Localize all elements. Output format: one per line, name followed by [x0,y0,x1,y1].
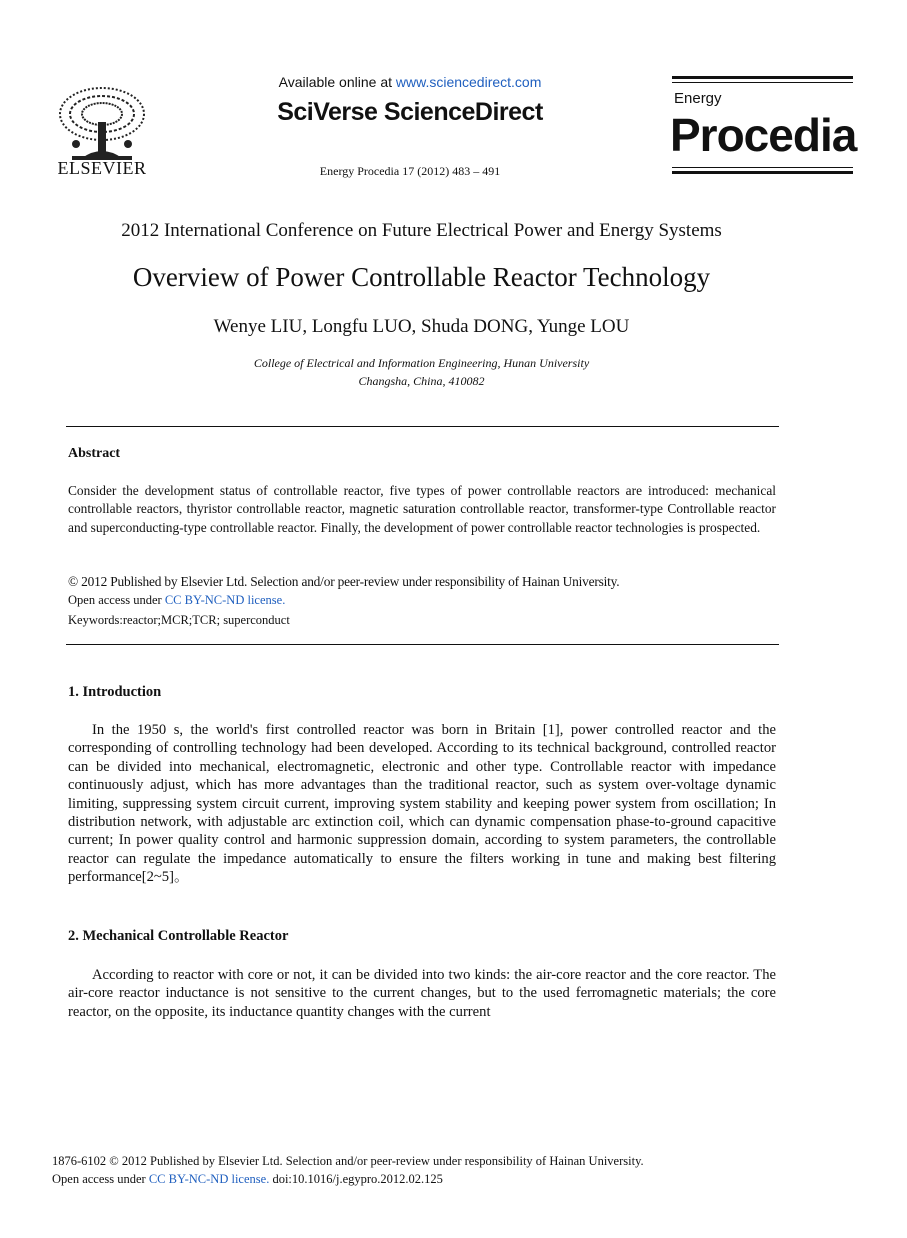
footer-license-link[interactable]: CC BY-NC-ND license. [148,1172,270,1186]
journal-reference: Energy Procedia 17 (2012) 483 – 491 [319,164,501,178]
footer-access-doi [52,1172,443,1187]
copyright-notice: © 2012 Published by Elsevier Ltd. Selection and/or peer-review under responsibility of Hainan University. [68,574,620,589]
keywords: Keywords:reactor;MCR;TCR; superconduct [68,613,290,627]
footer-open-access-prefix: Open access under [52,1172,149,1186]
paper-title: Overview of Power Controllable Reactor Technology [132,262,711,292]
author-list: Wenye LIU, Longfu LUO, Shuda DONG, Yunge LOU [213,316,630,337]
divider-bottom [66,644,779,645]
open-access-line [68,593,285,608]
section-heading-mechanical: 2. Mechanical Controllable Reactor [68,928,289,944]
elsevier-wordmark: ELSEVIER [57,158,147,178]
section-heading-introduction: 1. Introduction [68,684,162,700]
abstract-text: Consider the development status of controllable reactor, five types of power controllable reactors are introduced: mechanical controllable reactors, thyristor controllable reactor, magnetic saturation controllable reactor, transformer-type Controllable reactor and superconducting-type controllable reactor. Finally, the development of power controllable reactor technologies is prospected. [68,483,776,535]
abstract-heading: Abstract [68,446,121,461]
section-body-introduction: In the 1950 s, the world's first controlled reactor was born in Britain [1], power controlled reactor and the corresponding of controlling technology had been developed. According to its technical background, controlled reactor can be divided into mechanical, electromagnetic, electronic and other type. Controllable reactor with impedance continuously adjust, which has more advantages than the traditional reactor, such as system over-voltage dynamic limiting, suppressing system circuit current, improving system stability and keeping power system from oscillation; In distribution network, with adjustable arc extinction coil, which can dynamic compensation phase-to-ground capacitive current; In power quality control and harmonic suppression domain, according to system parameters, the controllable reactor can regulate the impedance automatically to ensure the filters working in tune and making best filtering performance[2~5]。 [68,722,776,886]
affiliation-line-1: College of Electrical and Information Engineering, Hunan University [253,356,590,370]
available-prefix: Available online at [278,74,396,90]
open-access-prefix: Open access under [68,593,165,607]
sciverse-sciencedirect-logo: SciVerse ScienceDirect [277,98,543,126]
conference-name: 2012 International Conference on Future Electrical Power and Energy Systems [121,220,722,241]
divider-top [66,426,779,427]
available-online-line [230,74,590,90]
sciencedirect-link[interactable]: www.sciencedirect.com [395,74,542,90]
affiliation-line-2: Changsha, China, 410082 [358,374,485,388]
journal-small-name: Energy [674,90,722,107]
footer-doi: doi:10.1016/j.egypro.2012.02.125 [269,1172,443,1186]
footer-copyright: 1876-6102 © 2012 Published by Elsevier Ltd. Selection and/or peer-review under responsibility of Hainan University. [52,1154,644,1168]
license-link[interactable]: CC BY-NC-ND license. [164,593,286,607]
section-body-mechanical: According to reactor with core or not, it can be divided into two kinds: the air-core reactor and the core reactor. The air-core reactor inductance is not sensitive to the current changes, but to the used ferromagnetic materials; the core reactor, on the opposite, its inductance quantity changes with the current [68,967,776,1020]
journal-big-name: Procedia [670,109,857,161]
